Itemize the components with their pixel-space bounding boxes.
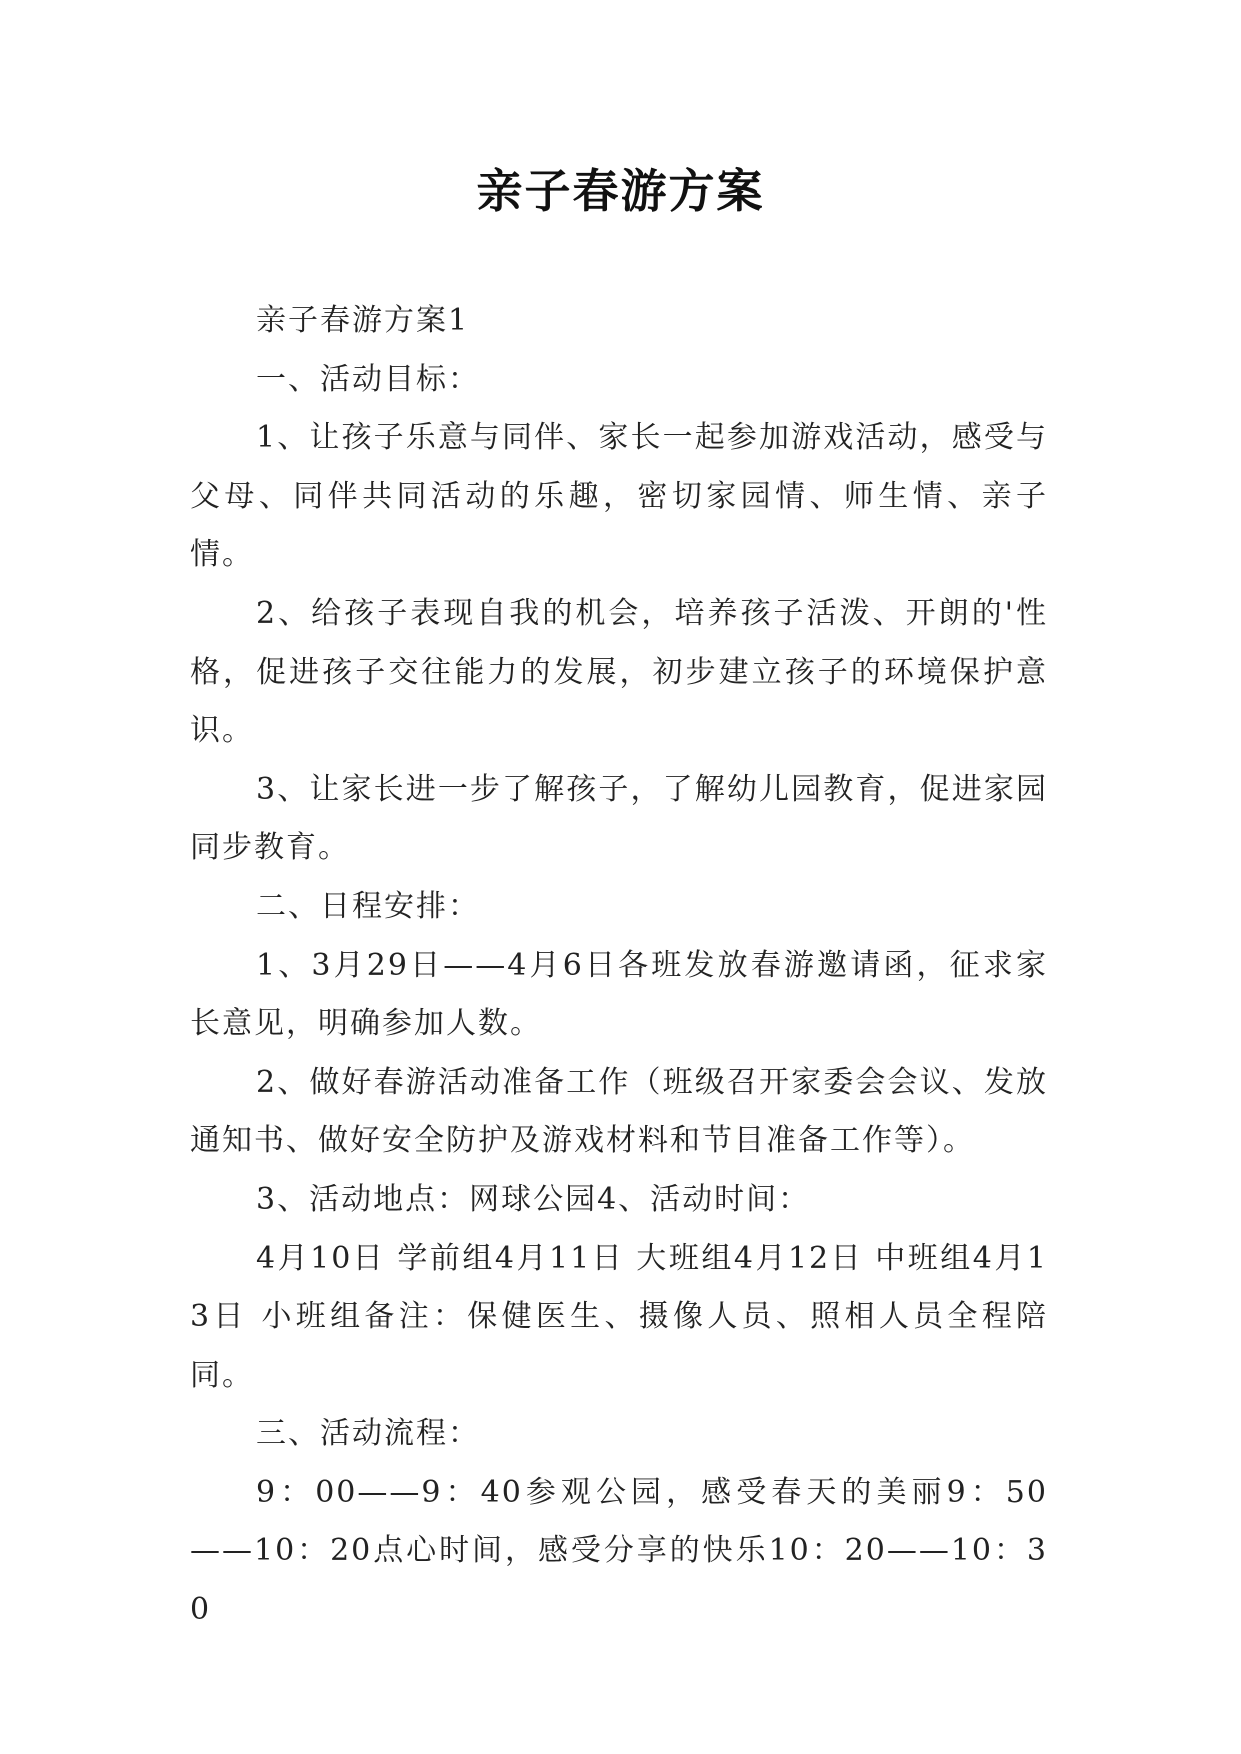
section-heading: 亲子春游方案1 [256,303,470,338]
paragraph: 2、做好春游活动准备工作（班级召开家委会会议、发放通知书、做好安全防护及游戏材料和节目准备工作等）。 [190,1064,1048,1159]
section-heading: 三、活动流程： [256,1416,480,1452]
section-heading: 一、活动目标： [256,361,480,397]
paragraph: 2、给孩子表现自我的机会，培养孩子活泼、开朗的'性格，促进孩子交往能力的发展，初步建立孩子的环境保护意识。 [190,595,1048,749]
document-title: 亲子春游方案 [476,164,765,218]
paragraph: 9：00——9：40参观公园，感受春天的美丽9：50——10：20点心时间，感受分享的快乐10：20——10：30 [190,1474,1048,1628]
document-body [190,292,1048,1640]
paragraph: 1、让孩子乐意与同伴、家长一起参加游戏活动，感受与父母、同伴共同活动的乐趣，密切家园情、师生情、亲子情。 [190,420,1048,573]
paragraph: 3、活动地点：网球公园4、活动时间： [256,1181,811,1217]
paragraph: 1、3月29日——4月6日各班发放春游邀请函，征求家长意见，明确参加人数。 [190,947,1048,1042]
section-heading: 二、日程安排： [256,888,480,924]
paragraph: 4月10日 学前组4月11日 大班组4月12日 中班组4月13日 小班组备注：保健医生、摄像人员、照相人员全程陪同。 [190,1240,1048,1393]
paragraph: 3、让家长进一步了解孩子，了解幼儿园教育，促进家园同步教育。 [190,771,1048,866]
